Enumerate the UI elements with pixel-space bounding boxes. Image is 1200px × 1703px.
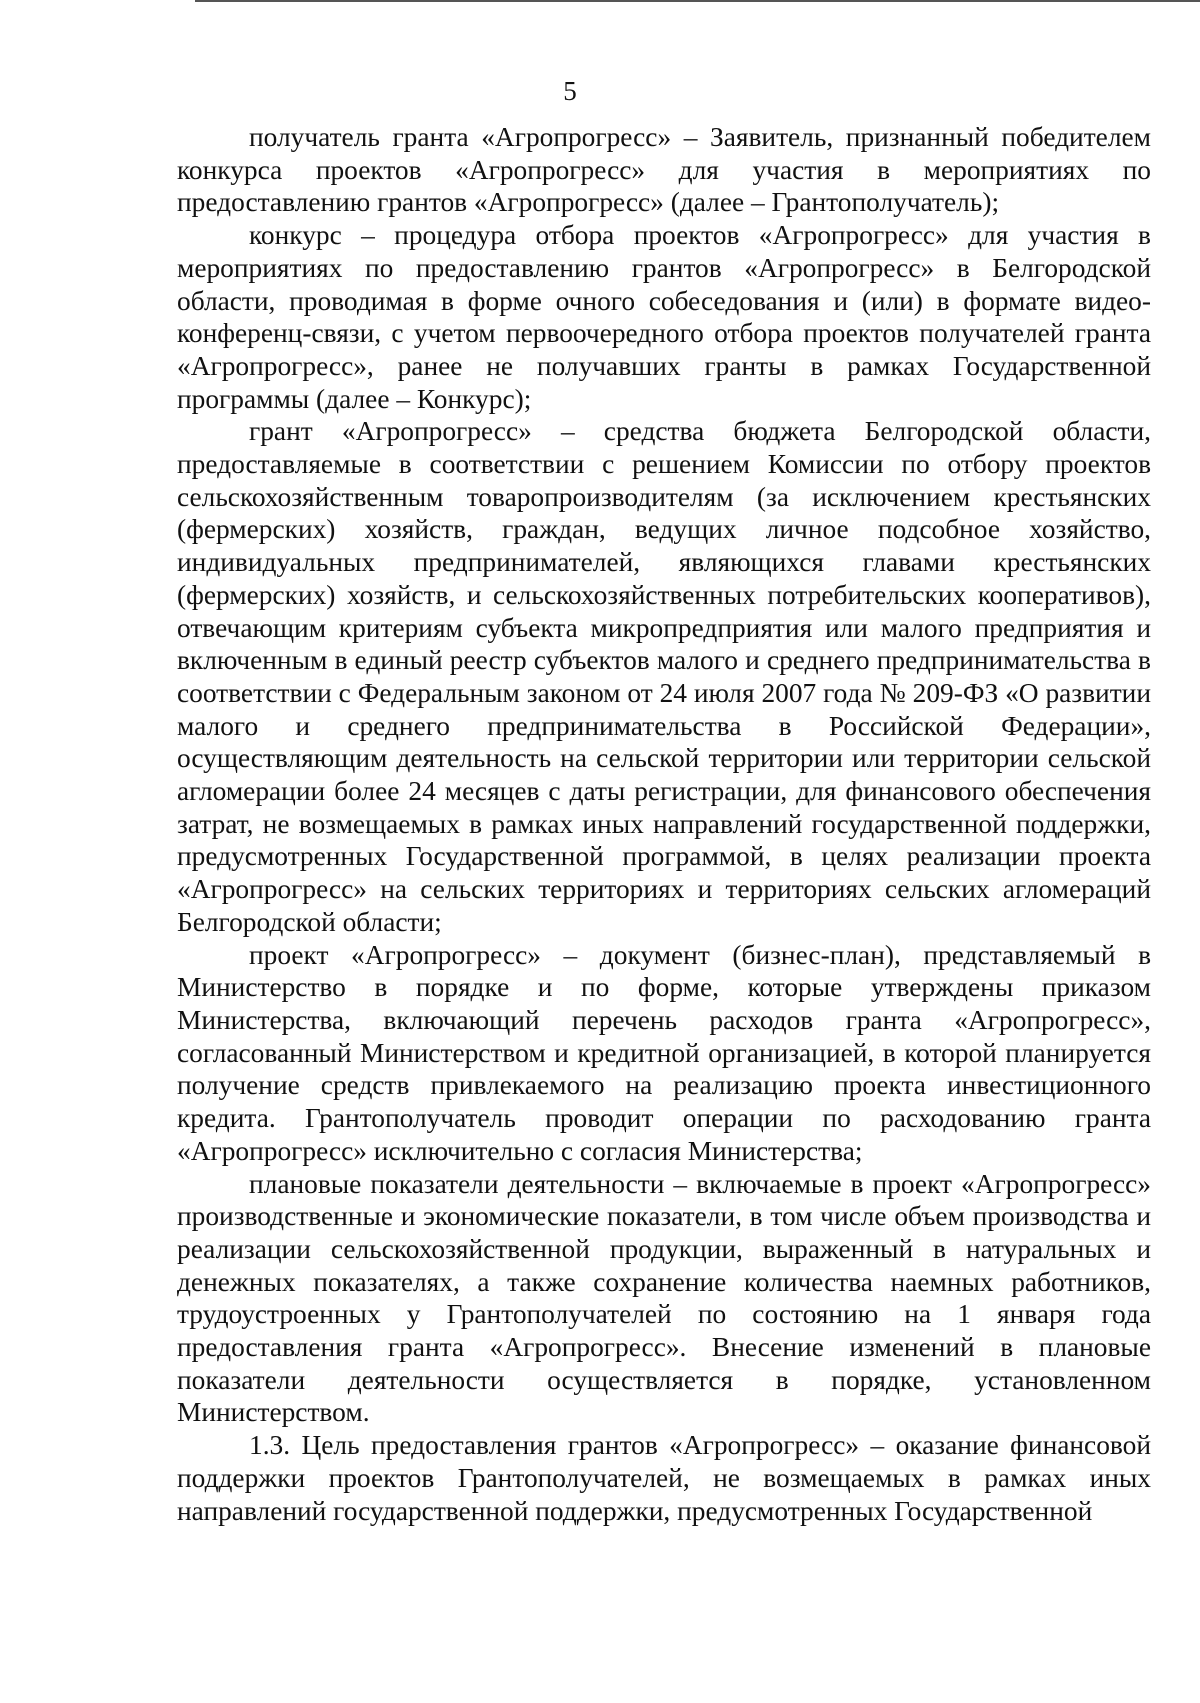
document-body: [177, 121, 1151, 1527]
scan-edge-line: [195, 0, 1200, 2]
page-number: 5: [563, 76, 577, 106]
paragraph-section-1-3: 1.3. Цель предоставления грантов «Агропрогресс» – оказание финансовой поддержки проектов Грантополучателей, не возмещаемых в рамках иных направлений государственной поддержки, предусмотренных Государственной: [177, 1430, 1151, 1526]
paragraph-grant-definition: грант «Агропрогресс» – средства бюджета Белгородской области, предоставляемые в соответствии с решением Комиссии по отбору проектов сельскохозяйственным товаропроизводителям (за исключением крестьянских (фермерских) хозяйств, граждан, ведущих личное подсобное хозяйство, индивидуальных предпринимателей, являющихся главами крестьянских (фермерских) хозяйств, и сельскохозяйственных потребительских кооперативов), отвечающим критериям субъекта микропредприятия или малого предприятия и включенным в единый реестр субъектов малого и среднего предпринимательства в соответствии с Федеральным законом от 24 июля 2007 года № 209-ФЗ «О развитии малого и среднего предпринимательства в Российской Федерации», осуществляющим деятельность на сельской территории или территории сельской агломерации более 24 месяцев с даты регистрации, для финансового обеспечения затрат, не возмещаемых в рамках иных направлений государственной поддержки, предусмотренных Государственной программой, в целях реализации проекта «Агропрогресс» на сельских территориях и территориях сельских агломераций Белгородской области;: [177, 416, 1151, 937]
paragraph-grant-recipient-definition: получатель гранта «Агропрогресс» – Заявитель, признанный победителем конкурса проектов «Агропрогресс» для участия в мероприятиях по предоставлению грантов «Агропрогресс» (далее – Грантополучатель);: [177, 122, 1151, 218]
paragraph-project-definition: проект «Агропрогресс» – документ (бизнес-план), представляемый в Министерство в порядке и по форме, которые утверждены приказом Министерства, включающий перечень расходов гранта «Агропрогресс», согласованный Министерством и кредитной организацией, в которой планируется получение средств привлекаемого на реализацию проекта инвестиционного кредита. Грантополучатель проводит операции по расходованию гранта «Агропрогресс» исключительно с согласия Министерства;: [177, 939, 1151, 1166]
paragraph-planned-indicators-definition: плановые показатели деятельности – включаемые в проект «Агропрогресс» производственные и экономические показатели, в том числе объем производства и реализации сельскохозяйственной продукции, выраженный в натуральных и денежных показателях, а также сохранение количества наемных работников, трудоустроенных у Грантополучателей по состоянию на 1 января года предоставления гранта «Агропрогресс». Внесение изменений в плановые показатели деятельности осуществляется в порядке, установленном Министерством.: [177, 1168, 1151, 1428]
paragraph-contest-definition: конкурс – процедура отбора проектов «Агропрогресс» для участия в мероприятиях по предоставлению грантов «Агропрогресс» в Белгородской области, проводимая в форме очного собеседования и (или) в формате видео-конференц-связи, с учетом первоочередного отбора проектов получателей гранта «Агропрогресс», ранее не получавших гранты в рамках Государственной программы (далее – Конкурс);: [177, 220, 1151, 414]
